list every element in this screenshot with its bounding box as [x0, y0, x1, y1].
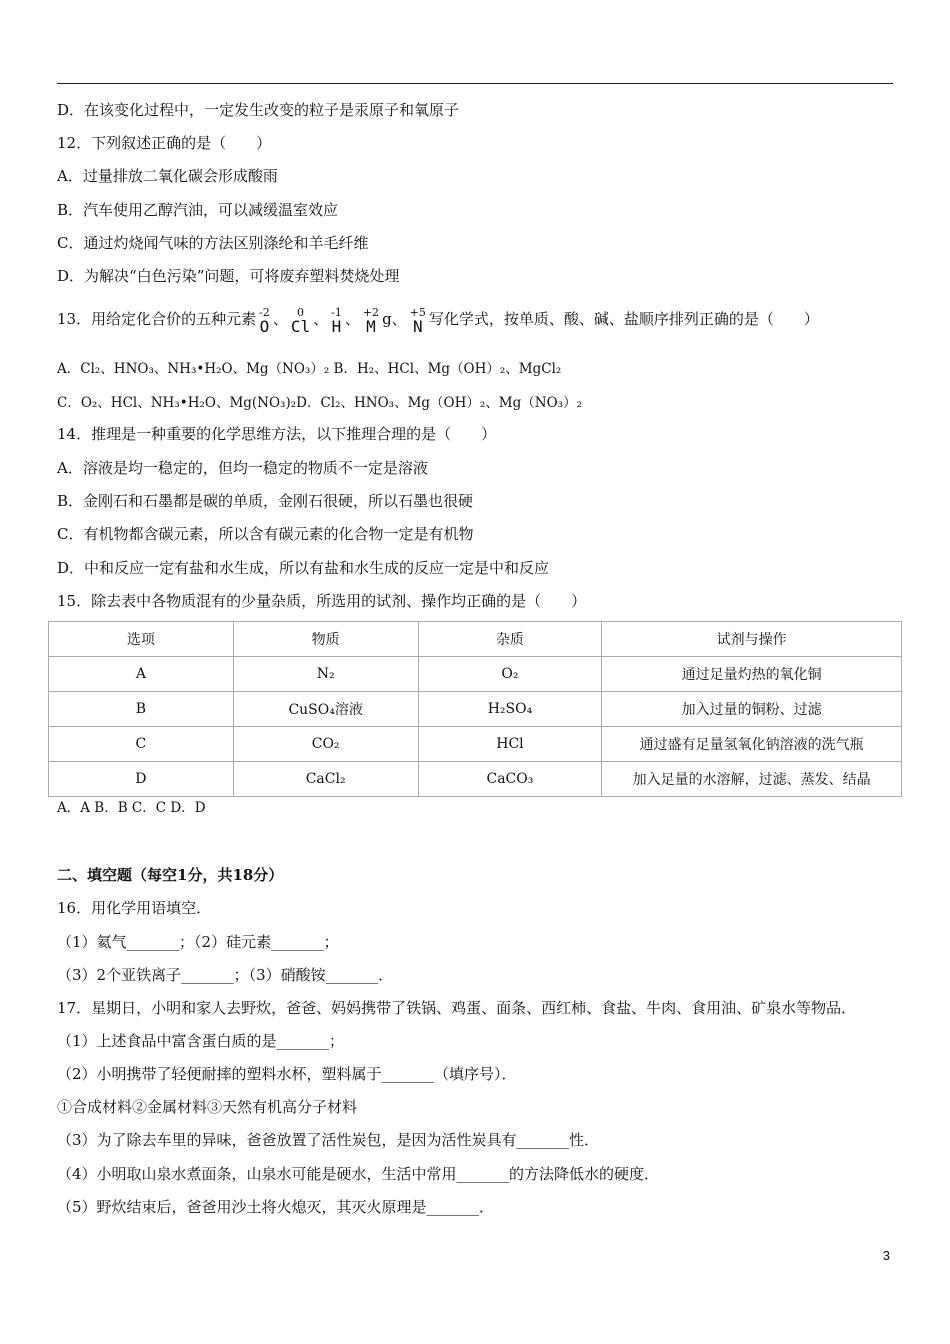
q15-stem: 15．除去表中各物质混有的少量杂质，所选用的试剂、操作均正确的是（ ）: [57, 592, 587, 610]
table-row: [49, 727, 902, 762]
table-cell: 加入过量的铜粉、过滤: [602, 692, 902, 727]
page-number: 3: [882, 1248, 890, 1263]
q12-option-c: C．通过灼烧闻气味的方法区别涤纶和羊毛纤维: [57, 234, 369, 252]
table-cell: CO₂: [233, 727, 418, 762]
q13-stem-prefix: 13．用给定化合价的五种元素: [57, 310, 257, 328]
q15-table: [48, 621, 902, 797]
header-method: 试剂与操作: [602, 622, 902, 657]
q14-stem: 14．推理是一种重要的化学思维方法，以下推理合理的是（ ）: [57, 425, 497, 443]
q17-choices: ①合成材料②金属材料③天然有机高分子材料: [57, 1098, 358, 1116]
table-row: [49, 657, 902, 692]
element-n: +5 N: [409, 306, 426, 336]
q17-part-4: （4）小明取山泉水煮面条，山泉水可能是硬水，生活中常用_______的方法降低水的硬度．: [57, 1165, 660, 1183]
q16-stem: 16．用化学用语填空．: [57, 899, 212, 917]
table-cell: A: [49, 657, 234, 692]
table-cell: N₂: [233, 657, 418, 692]
q17-part-5: （5）野炊结束后，爸爸用沙土将火熄灭，其灭火原理是_______．: [57, 1198, 495, 1216]
q12-option-d: D．为解决“白色污染”问题，可将废弃塑料焚烧处理: [57, 267, 400, 285]
header-impurity: 杂质: [418, 622, 602, 657]
q14-option-d: D．中和反应一定有盐和水生成，所以有盐和水生成的反应一定是中和反应: [57, 559, 550, 577]
table-cell: CaCO₃: [418, 762, 602, 797]
table-cell: C: [49, 727, 234, 762]
table-row: [49, 762, 902, 797]
q15-answers: A．A B．B C．C D．D: [57, 800, 206, 816]
q17-stem: 17．星期日，小明和家人去野炊，爸爸、妈妈携带了铁锅、鸡蛋、面条、西红柿、食盐、牛肉、食用油、矿泉水等物品．: [57, 999, 857, 1017]
table-cell: 加入足量的水溶解，过滤、蒸发、结晶: [602, 762, 902, 797]
section-2-title: 二、填空题（每空1分，共18分）: [57, 866, 284, 884]
q14-option-c: C．有机物都含碳元素，所以含有碳元素的化合物一定是有机物: [57, 525, 474, 543]
q14-option-a: A．溶液是均一稳定的，但均一稳定的物质不一定是溶液: [57, 459, 428, 477]
q12-stem: 12．下列叙述正确的是（ ）: [57, 134, 272, 152]
table-row: [49, 692, 902, 727]
element-mg: +2 M: [362, 306, 380, 336]
table-cell: B: [49, 692, 234, 727]
header-rule: [57, 83, 893, 84]
q13-stem: 13．用给定化合价的五种元素 -2 O 、 0 Cl 、 -1 H 、 +2 M g、 +5 N 写化学式，按单质、酸、碱、盐顺序排列正确的是（ ）: [57, 306, 819, 336]
table-cell: O₂: [418, 657, 602, 692]
q12-option-a: A．过量排放二氧化碳会形成酸雨: [57, 167, 278, 185]
q12-option-b: B．汽车使用乙醇汽油，可以减缓温室效应: [57, 201, 339, 219]
table-cell: 通过盛有足量氢氧化钠溶液的洗气瓶: [602, 727, 902, 762]
table-cell: D: [49, 762, 234, 797]
table-cell: CaCl₂: [233, 762, 418, 797]
q17-part-2: （2）小明携带了轻便耐摔的塑料水杯，塑料属于_______（填序号）．: [57, 1065, 517, 1083]
table-cell: HCl: [418, 727, 602, 762]
q13-stem-suffix: 写化学式，按单质、酸、碱、盐顺序排列正确的是（ ）: [428, 310, 819, 328]
element-cl: 0 Cl: [290, 306, 311, 336]
q14-option-b: B．金刚石和石墨都是碳的单质，金刚石很硬，所以石墨也很硬: [57, 492, 474, 510]
q16-line-1: （1）氦气_______；（2）硅元素_______；: [57, 933, 339, 951]
q16-line-2: （3）2个亚铁离子_______；（3）硝酸铵_______．: [57, 966, 394, 984]
q17-part-1: （1）上述食品中富含蛋白质的是_______；: [57, 1032, 345, 1050]
q13-options-ab: A．Cl₂、HNO₃、NH₃•H₂O、Mg（NO₃）₂ B．H₂、HCl、Mg（OH）₂、MgCl₂: [57, 361, 562, 377]
header-option: 选项: [49, 622, 234, 657]
q13-options-cd: C．O₂、HCl、NH₃•H₂O、Mg(NO₃)₂D．Cl₂、HNO₃、Mg（OH）₂、Mg（NO₃）₂: [57, 395, 582, 411]
table-cell: H₂SO₄: [418, 692, 602, 727]
q17-part-3: （3）为了除去车里的异味，爸爸放置了活性炭包，是因为活性炭具有_______性．: [57, 1131, 600, 1149]
table-cell: CuSO₄溶液: [233, 692, 418, 727]
q11-option-d: D．在该变化过程中，一定发生改变的粒子是汞原子和氧原子: [57, 101, 460, 119]
table-cell: 通过足量灼热的氧化铜: [602, 657, 902, 692]
element-o: -2 O: [259, 306, 270, 336]
header-substance: 物质: [233, 622, 418, 657]
table-header-row: [49, 622, 902, 657]
element-h: -1 H: [331, 306, 342, 336]
